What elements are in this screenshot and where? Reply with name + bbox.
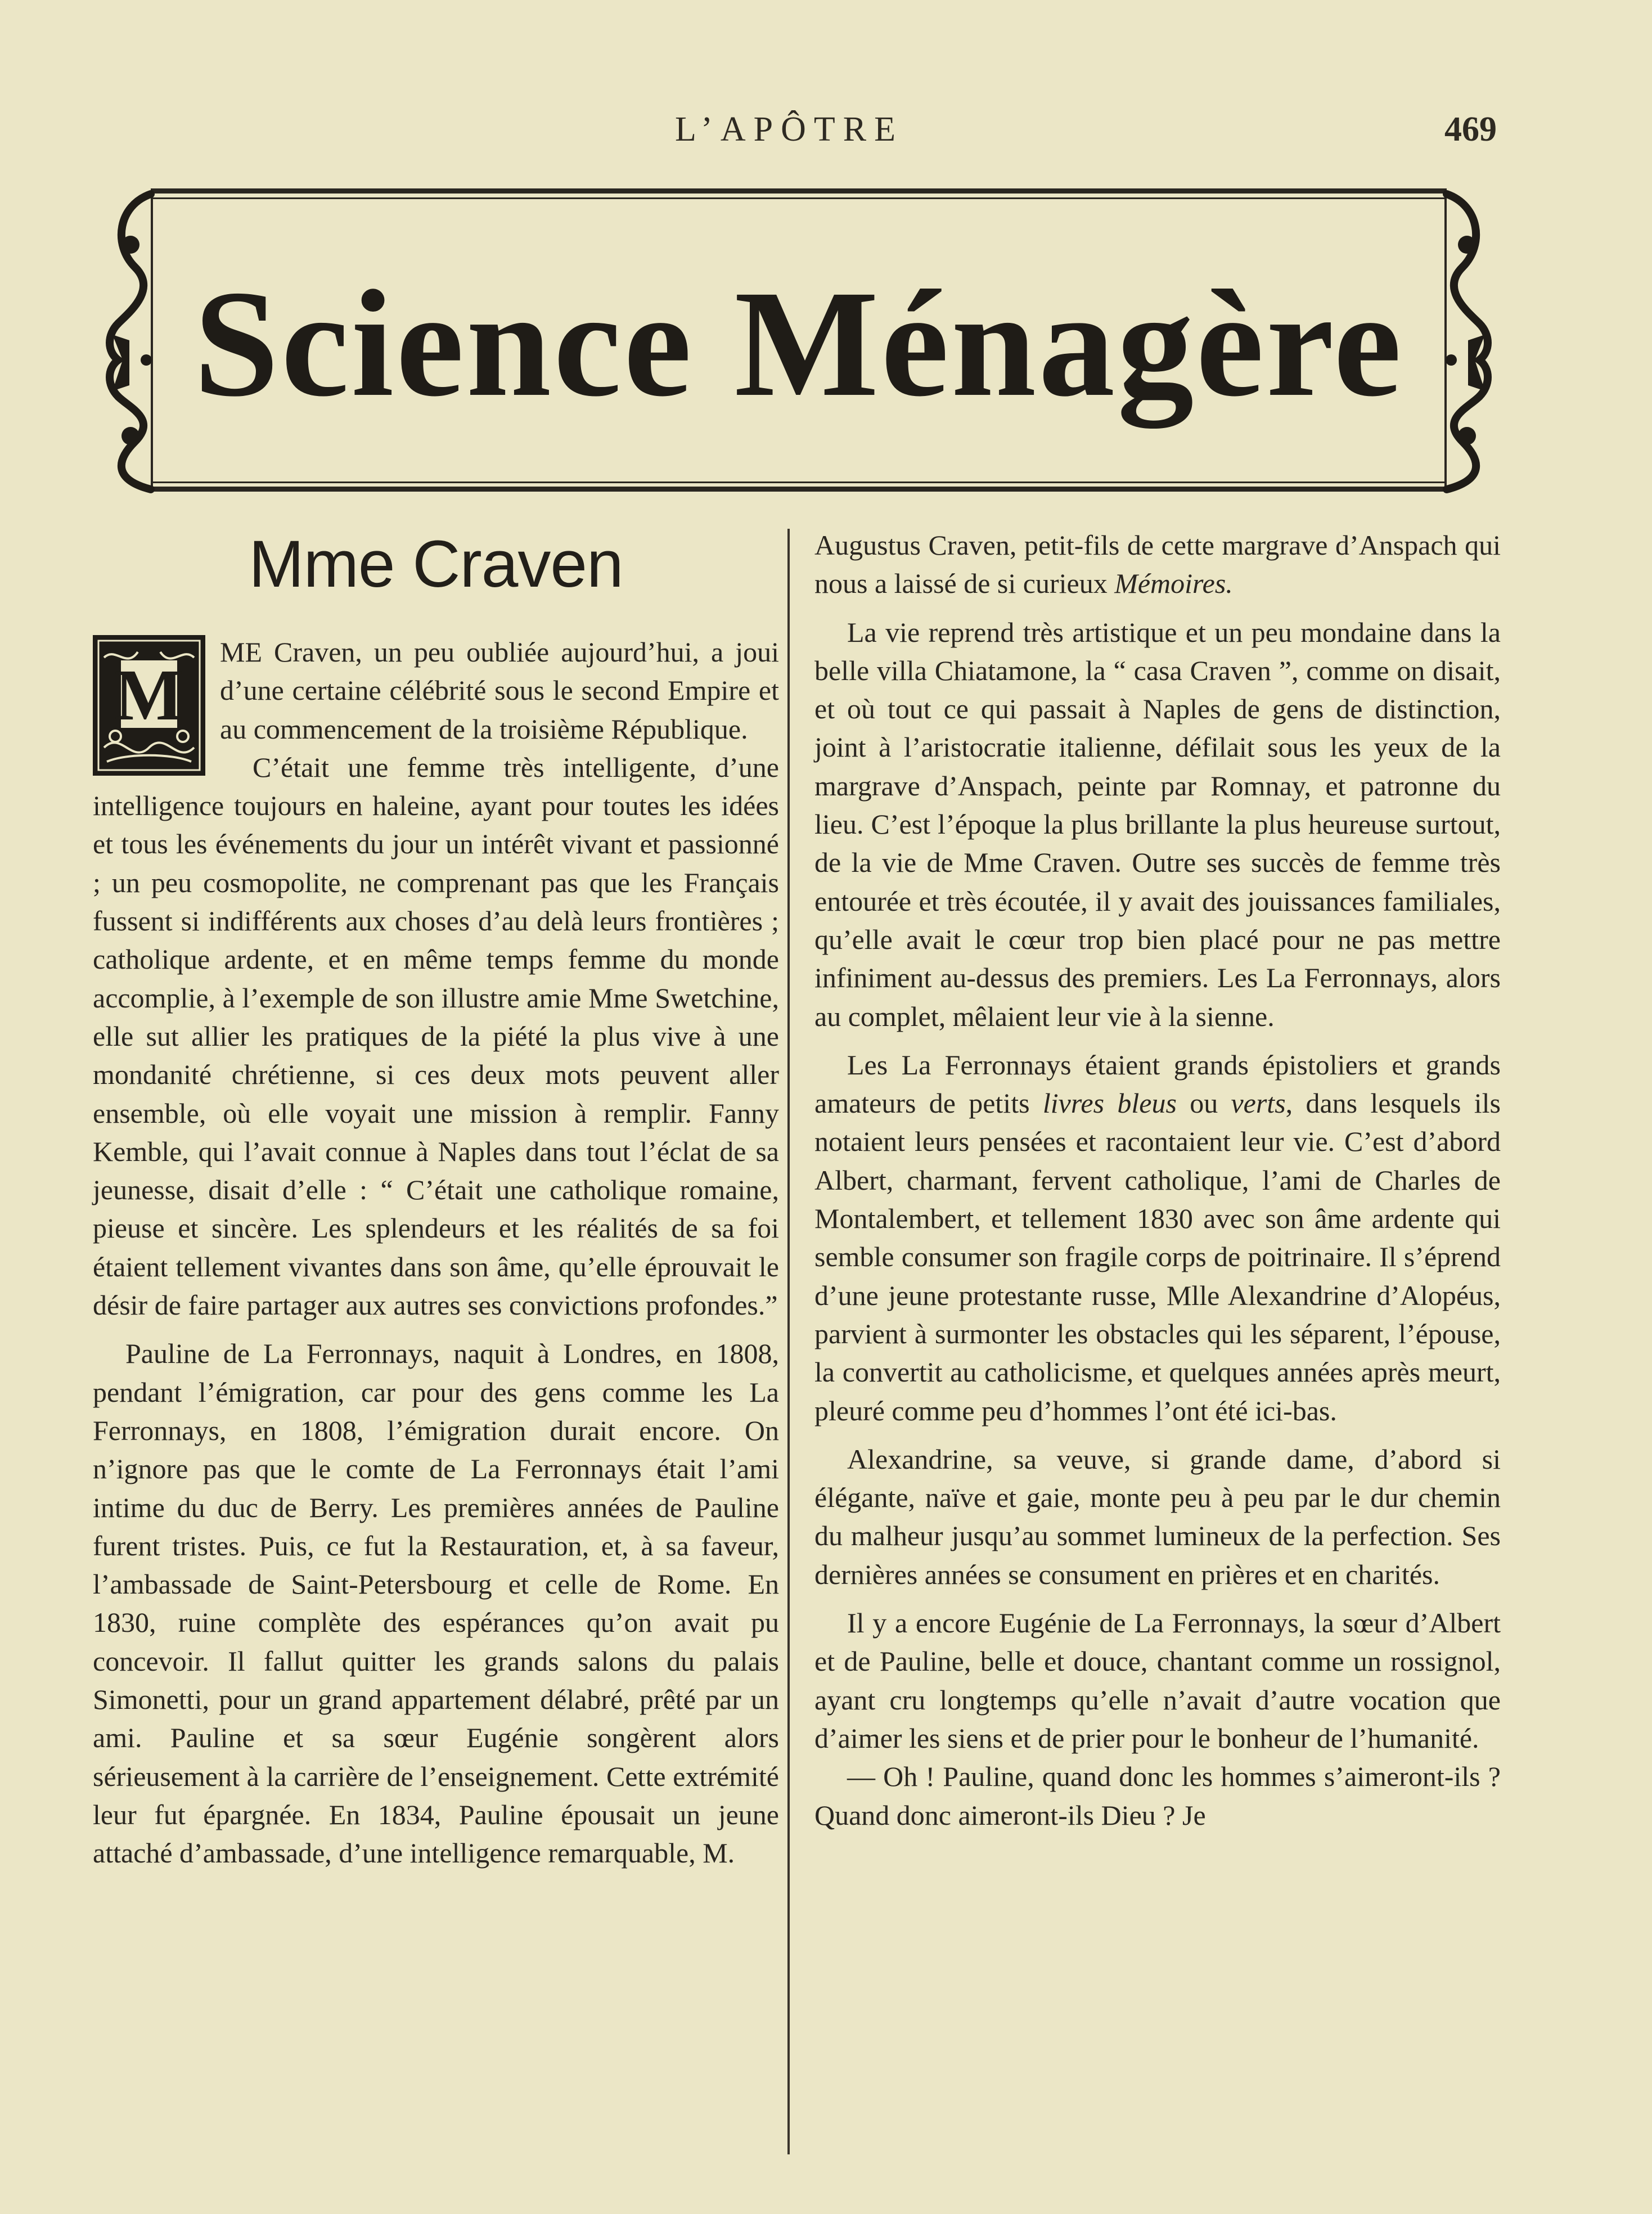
page-number: 469 (1444, 110, 1497, 148)
ornamental-title-frame (96, 183, 1502, 498)
paragraph-villa: La vie reprend très artistique et un peu mondaine dans la belle villa Chiatamone, la “ casa Craven ”, comme on disait, et où tout ce qui passait à Naples de gens de distinction, joint à l’aristocratie italienne, défilait sous les yeux de la margrave d’Anspach, peinte par Romnay, et patronne du lieu. C’est l’époque la plus brillante la plus heureuse surtout, de la vie de Mme Craven. Outre ses succès de femme très entourée et très écoutée, il y avait des jouissances familiales, qu’elle avait le cœur trop bien placé pour ne pas mettre infiniment au-dessus des premiers. Les La Ferronnays, alors au complet, mêlaient leur vie à la sienne. (814, 616, 1501, 1032)
right-column (814, 526, 1501, 1834)
continued-paragraph (814, 526, 1501, 603)
paragraph-2: C’était une femme très intelligente, d’une intelligence toujours en haleine, ayant pour toutes les idées et tous les événements du jour un intérêt vivant et passionné ; un peu cosmopolite, ne comprenant pas que les Français fussent si indifférents aux choses d’au delà leurs frontières ; catholique ardente, et en même temps femme du monde accomplie, à l’exemple de son illustre amie Mme Swetchine, elle sut allier les pratiques de la piété la plus vive à une mondanité chrétienne, si ces deux mots peuvent aller ensemble, où elle voyait une mission à remplir. Fanny Kemble, qui l’avait connue à Naples dans tout l’éclat de sa jeunesse, disait d’elle : “ C’était une catholique romaine, pieuse et sincère. Les splendeurs et les réalités de sa foi étaient tellement vivantes dans son âme, qu’elle éprouvait le désir de faire partager aux autres ses convictions profondes.” (93, 751, 779, 1321)
paragraph-3: Pauline de La Ferronnays, naquit à Londres, en 1808, pendant l’émigration, car pour des gens comme les La Ferronnays, en 1808, l’émigration durait encore. On n’ignore pas que le comte de La Ferronnays était l’ami intime du duc de Berry. Les premières années de Pauline furent tristes. Puis, ce fut la Restauration, et, à sa faveur, l’ambassade de Saint-Petersbourg et celle de Rome. En 1830, ruine complète des espérances qu’on avait pu concevoir. Il fallut quitter les grands salons du palais Simonetti, pour un grand appartement délabré, prêté par un ami. Pauline et sa sœur Eugénie songèrent alors sérieusement à la carrière de l’enseignement. Cette extrémité leur fut épargnée. En 1834, Pauline épousait un jeune attaché d’ambassade, d’une intelligence remarquable, M. (93, 1338, 779, 1869)
first-word-smallcaps: ME (220, 636, 262, 668)
first-paragraph-text: Craven, un peu oubliée aujourd’hui, a joui d’une certaine célébrité sous le second Empire et au commencement de la troisième République. (220, 636, 779, 745)
svg-text:M: M (114, 655, 184, 736)
running-title: L’APÔTRE (675, 110, 903, 148)
column-divider (787, 529, 790, 2154)
continued-text: Augustus Craven, petit-fils de cette margrave d’Anspach qui nous a laissé de si curieux (814, 529, 1501, 600)
paragraph-epistoliers (814, 1046, 1501, 1430)
paragraph-alexandrine: Alexandrine, sa veuve, si grande dame, d’abord si élégante, naïve et gaie, monte peu à peu par le dur chemin du malheur jusqu’au sommet lumineux de la perfection. Ses dernières années se consument en prières et en charités. (814, 1443, 1501, 1590)
paragraph-eugenie: Il y a encore Eugénie de La Ferronnays, la sœur d’Albert et de Pauline, belle et douce, chantant comme un rossignol, ayant cru longtemps qu’elle n’avait d’autre vocation que d’aimer les siens et de prier pour le bonheur de l’humanité. (814, 1607, 1501, 1754)
epistoliers-text-c: , dans lesquels ils notaient leurs pensées et racontaient leur vie. C’est d’abord Albert, charmant, fervent catholique, l’ami de Charles de Montalembert, et tellement 1830 avec son âme ardente qui semble consumer son fragile corps de poitrinaire. Il s’éprend d’une jeune protestante russe, Mlle Alexandrine d’Alopéus, parvient à surmonter les obstacles qui les séparent, l’épouse, la convertit au catholicisme, et quelques années après meurt, pleuré comme peu d’hommes l’ont été ici-bas. (814, 1087, 1501, 1426)
running-head (0, 110, 1652, 155)
paragraph-dialogue: — Oh ! Pauline, quand donc les hommes s’aimeront-ils ? Quand donc aimeront-ils Dieu ? Je (814, 1761, 1501, 1831)
memoires-italic: Mémoires. (1114, 568, 1233, 600)
epistoliers-text-a: Les La Ferronnays étaient grands épistoliers et grands amateurs de petits (814, 1048, 1501, 1119)
epistoliers-text-b: ou (1176, 1087, 1231, 1119)
livres-bleus-italic: livres bleus (1042, 1087, 1177, 1119)
first-paragraph (93, 633, 779, 748)
section-title: Science Ménagère (193, 259, 1404, 428)
drop-cap-icon (93, 635, 205, 776)
left-column (93, 526, 779, 1873)
verts-italic: verts (1231, 1087, 1286, 1119)
article-title: Mme Craven (249, 527, 623, 601)
